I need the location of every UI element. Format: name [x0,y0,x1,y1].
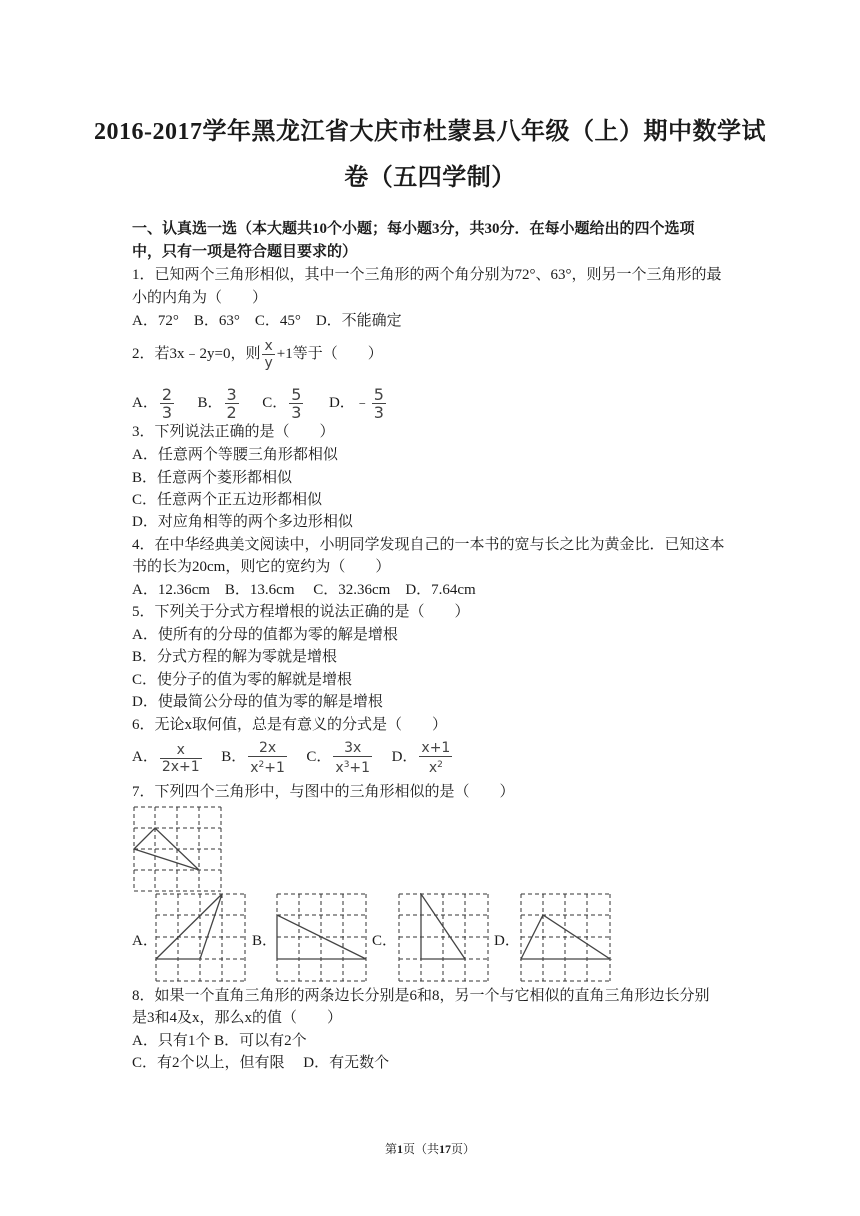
q6-option-d-frac [419,740,452,776]
q2-option-b-label: B． [197,394,223,411]
q3-stem: 3．下列说法正确的是（ ） [132,424,335,440]
q6-options [132,740,454,776]
q6-option-a-frac [160,742,202,775]
q8-stem-line2: 是3和4及x，那么x的值（ ） [132,1010,343,1026]
q6-option-a-den-base: 2x+1 [161,758,200,775]
q2-stem-prefix: 2．若3x﹣2y=0，则 [132,345,261,362]
section-heading-line2: 中，只有一项是符合题目要求的） [132,244,358,260]
q2-option-d-label: D． [328,394,355,411]
q3-option-a: A．任意两个等腰三角形都相似 [132,447,338,463]
q4-stem-line2: 书的长为20cm，则它的宽约为（ ） [132,559,391,575]
q5-option-c: C．使分子的值为零的解就是增根 [132,672,353,688]
q2-option-c-den: 3 [291,403,302,422]
q6-option-a-den [160,758,202,775]
q6-option-b-den [248,756,287,776]
q6-option-a [132,741,204,775]
q2-option-d-sign: ﹣ [354,394,370,411]
q5-stem: 5．下列关于分式方程增根的说法正确的是（ ） [132,604,470,620]
q2-option-c [262,385,305,422]
footer-middle: 页（共 [402,1142,439,1156]
q8-options-line1: A．只有1个 B．可以有2个 [132,1033,307,1049]
q6-option-d-den [419,756,452,776]
q2-stem-suffix: +1等于（ ） [276,345,383,362]
exam-title-line1: 2016-2017学年黑龙江省大庆市杜蒙县八年级（上）期中数学试 [94,119,766,145]
q1-stem-line2: 小的内角为（ ） [132,290,268,306]
q6-option-c-num: 3x [344,740,362,756]
q6-option-a-num: x [176,741,185,758]
q7-stem: 7．下列四个三角形中，与图中的三角形相似的是（ ） [132,784,515,800]
q8-stem-line1: 8．如果一个直角三角形的两条边长分别是6和8，另一个与它相似的直角三角形边长分别 [132,988,710,1004]
q2-option-b-den: 2 [226,403,237,422]
q7-option-c-grid [398,893,490,983]
q6-option-d [391,740,455,776]
q7-option-a-label: A． [132,933,158,949]
q6-option-c-den-exp: 3 [343,760,350,770]
q2-frac-den: y [264,355,273,371]
q2-option-d-frac [372,386,386,421]
q5-option-b: B．分式方程的解为零就是增根 [132,649,338,665]
q6-option-b-den-exp: 2 [258,760,265,770]
footer-suffix: 页） [451,1142,476,1156]
q2-option-a [132,385,176,422]
page-footer [0,1140,860,1157]
q4-options: A．12.36cm B．13.6cm C．32.36cm D．7.64cm [132,582,476,598]
q6-option-b-den-tail: +1 [264,760,285,776]
q6-option-d-label: D． [391,749,418,766]
q7-option-c-label: C． [372,933,398,949]
q6-stem: 6．无论x取何值，总是有意义的分式是（ ） [132,717,448,733]
q2-option-a-label: A． [132,394,158,411]
q6-option-a-label: A． [132,749,158,766]
q6-option-b-den-base: x [250,760,259,776]
q2-option-b-num: 3 [226,385,237,404]
q2-option-d-den: 3 [373,403,384,422]
q5-option-a: A．使所有的分母的值都为零的解是增根 [132,627,398,643]
q7-reference-grid [133,806,223,892]
q2-option-a-num: 2 [161,385,173,404]
q1-stem-line1: 1．已知两个三角形相似，其中一个三角形的两个角分别为72°、63°，则另一个三角形的最 [132,267,722,283]
footer-prefix: 第 [384,1142,397,1156]
q2-fraction [262,338,274,371]
footer-total-pages: 17 [439,1142,451,1156]
q1-options: A．72° B．63° C．45° D．不能确定 [132,313,402,329]
q6-option-c [306,740,374,776]
q6-option-d-num: x+1 [421,740,451,756]
q2-option-c-num: 5 [291,385,302,404]
q7-option-a-triangle [156,894,222,959]
q2-option-b [197,385,241,422]
q2-option-d [328,385,388,422]
q2-frac-num: x [264,338,273,354]
q6-option-b [221,740,289,776]
footer-page-number: 1 [396,1142,403,1156]
q8-options-line2: C．有2个以上，但有限 D．有无数个 [132,1055,390,1071]
q2-option-c-label: C． [262,394,288,411]
q6-option-c-den [333,756,372,776]
q7-option-b-label: B． [252,933,278,949]
q7-option-a-grid [155,893,247,983]
q7-option-d-label: D． [494,933,520,949]
q3-option-b: B．任意两个菱形都相似 [132,470,293,486]
q6-option-b-label: B． [221,749,247,766]
section-heading-line1: 一、认真选一选（本大题共10个小题；每小题3分，共30分．在每小题给出的四个选项 [132,221,695,237]
q6-option-b-frac [248,740,287,776]
q2-option-a-frac [160,386,174,421]
q2-option-b-frac [225,386,239,421]
q2-option-a-den: 3 [161,403,173,422]
q2-option-c-frac [289,386,303,421]
q6-option-b-num: 2x [258,740,277,756]
q3-option-d: D．对应角相等的两个多边形相似 [132,514,353,530]
q7-option-b-grid [276,893,368,983]
q6-option-c-frac [333,740,372,776]
q2-options [132,386,388,421]
q6-option-c-label: C． [306,749,332,766]
q4-stem-line1: 4．在中华经典美文阅读中，小明同学发现自己的一本书的宽与长之比为黄金比．已知这本 [132,537,725,553]
q6-option-c-den-base: x [335,760,344,776]
q2-option-d-num: 5 [373,385,384,404]
q6-option-d-den-base: x [428,760,438,776]
q7-option-d-grid [520,893,612,983]
q6-option-c-den-tail: +1 [349,760,371,776]
q5-option-d: D．使最简公分母的值为零的解是增根 [132,694,383,710]
q2-stem [132,338,383,371]
q6-option-d-den-exp: 2 [437,760,443,770]
q3-option-c: C．任意两个正五边形都相似 [132,492,323,508]
exam-title-line2: 卷（五四学制） [344,165,516,191]
